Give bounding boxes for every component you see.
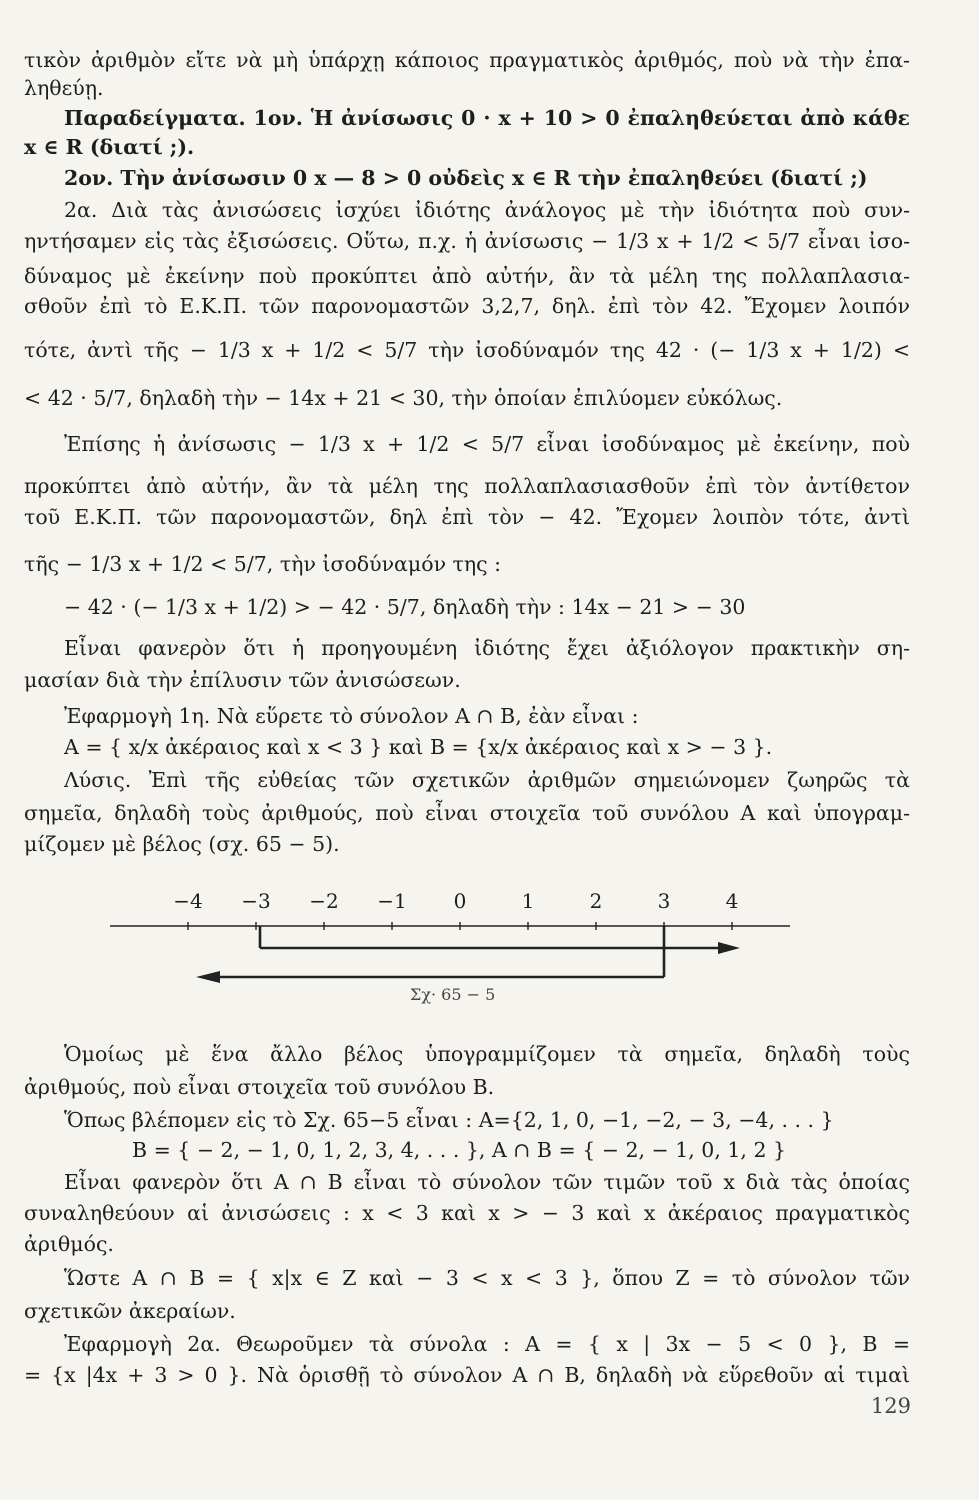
tick-label: 4 bbox=[725, 889, 739, 913]
set-a-arrowhead bbox=[196, 971, 220, 983]
text-line: σημεῖα, δηλαδὴ τοὺς ἀριθμούς, ποὺ εἶναι στοιχεῖα τοῦ συνόλου A καὶ ὑπογραμ- bbox=[24, 801, 910, 825]
text-line: Ἐπίσης ἡ ἀνίσωσις − 1/3 x + 1/2 < 5/7 εἶναι ἰσοδύναμος μὲ ἐκείνην, ποὺ bbox=[64, 432, 910, 456]
tick-label: 1 bbox=[521, 889, 535, 913]
text-line: < 42 · 5/7, δηλαδὴ τὴν − 14x + 21 < 30, τὴν ὁποίαν ἐπιλύομεν εὐκόλως. bbox=[24, 386, 783, 410]
page-number: 129 bbox=[870, 1394, 911, 1418]
text-line: συναληθεύουν αἱ ἀνισώσεις : x < 3 καὶ x > − 3 καὶ x ἀκέραιος πραγματικὸς bbox=[24, 1201, 910, 1225]
text-line: = {x |4x + 3 > 0 }. Νὰ ὁρισθῇ τὸ σύνολον A ∩ B, δηλαδὴ νὰ εὕρεθοῦν αἱ τιμαὶ bbox=[24, 1363, 910, 1387]
text-line: Ὥστε A ∩ B = { x|x ∈ Z καὶ − 3 < x < 3 }, ὅπου Z = τὸ σύνολον τῶν bbox=[64, 1266, 910, 1290]
text-line: Εἶναι φανερὸν ὅτι A ∩ B εἶναι τὸ σύνολον τῶν τιμῶν τοῦ x διὰ τὰς ὁποίας bbox=[64, 1170, 910, 1194]
equation-line: B = { − 2, − 1, 0, 1, 2, 3, 4, . . . }, A ∩ B = { − 2, − 1, 0, 1, 2 } bbox=[132, 1138, 787, 1162]
tick-label: 0 bbox=[453, 889, 467, 913]
text-line: μασίαν διὰ τὴν ἐπίλυσιν τῶν ἀνισώσεων. bbox=[24, 668, 461, 692]
application-heading: Ἐφαρμογὴ 2α. Θεωροῦμεν τὰ σύνολα : A = { x | 3x − 5 < 0 }, B = bbox=[64, 1332, 910, 1356]
text-line: ἀριθμός. bbox=[24, 1232, 114, 1256]
text-line: σθοῦν ἐπὶ τὸ Ε.Κ.Π. τῶν παρονομαστῶν 3,2,7, δηλ. ἐπὶ τὸν 42. Ἔχομεν λοιπόν bbox=[24, 294, 910, 318]
tick-label: 2 bbox=[589, 889, 603, 913]
text-line: τῆς − 1/3 x + 1/2 < 5/7, τὴν ἰσοδύναμόν της : bbox=[24, 552, 502, 576]
equation-line: A = { x/x ἀκέραιος καὶ x < 3 } καὶ B = {x/x ἀκέραιος καὶ x > − 3 }. bbox=[64, 735, 773, 759]
example-heading: Παραδείγματα. 1ον. Ἡ ἀνίσωσις 0 · x + 10 > 0 ἐπαληθεύεται ἀπὸ κάθε bbox=[64, 106, 910, 130]
text-line: δύναμος μὲ ἐκείνην ποὺ προκύπτει ἀπὸ αὐτήν, ἂν τὰ μέλη της πολλαπλασια- bbox=[24, 264, 910, 288]
tick-label: −4 bbox=[173, 889, 203, 913]
application-heading: Ἐφαρμογὴ 1η. Νὰ εὕρετε τὸ σύνολον A ∩ B, ἐὰν εἶναι : bbox=[64, 704, 639, 728]
text-line: τικὸν ἀριθμὸν εἴτε νὰ μὴ ὑπάρχῃ κάποιος πραγματικὸς ἀριθμός, ποὺ νὰ τὴν ἐπα- bbox=[24, 48, 910, 72]
text-line: προκύπτει ἀπὸ αὐτήν, ἂν τὰ μέλη της πολλαπλασιασθοῦν ἐπὶ τὸν ἀντίθετον bbox=[24, 474, 910, 498]
text-line: ληθεύῃ. bbox=[24, 76, 104, 100]
text-line: ηντήσαμεν εἰς τὰς ἐξισώσεις. Οὕτω, π.χ. ἡ ἀνίσωσις − 1/3 x + 1/2 < 5/7 εἶναι ἰσο- bbox=[24, 229, 910, 253]
text-line: Λύσις. Ἐπὶ τῆς εὐθείας τῶν σχετικῶν ἀριθμῶν σημειώνομεν ζωηρῶς τὰ bbox=[64, 768, 910, 792]
tick-label: −1 bbox=[377, 889, 407, 913]
text-line: τότε, ἀντὶ τῆς − 1/3 x + 1/2 < 5/7 τὴν ἰσοδύναμόν της 42 · (− 1/3 x + 1/2) < bbox=[24, 338, 910, 362]
text-line: 2α. Διὰ τὰς ἀνισώσεις ἰσχύει ἰδιότης ἀνάλογος μὲ τὴν ἰδιότητα ποὺ συν- bbox=[64, 198, 910, 222]
figure-caption: Σχ· 65 − 5 bbox=[410, 985, 496, 1004]
equation-line: − 42 · (− 1/3 x + 1/2) > − 42 · 5/7, δηλαδὴ τὴν : 14x − 21 > − 30 bbox=[64, 595, 746, 619]
text-line: τοῦ Ε.Κ.Π. τῶν παρονομαστῶν, δηλ ἐπὶ τὸν − 42. Ἔχομεν λοιπὸν τότε, ἀντὶ bbox=[24, 505, 910, 529]
equation-line: Ὅπως βλέπομεν εἰς τὸ Σχ. 65−5 εἶναι : A={2, 1, 0, −1, −2, − 3, −4, . . . } bbox=[64, 1108, 834, 1132]
text-line: σχετικῶν ἀκεραίων. bbox=[24, 1299, 236, 1323]
text-line: Ὁμοίως μὲ ἕνα ἄλλο βέλος ὑπογραμμίζομεν τὰ σημεῖα, δηλαδὴ τοὺς bbox=[64, 1042, 910, 1066]
set-b-arrowhead bbox=[718, 942, 740, 954]
tick-label: −2 bbox=[309, 889, 339, 913]
tick-label: 3 bbox=[657, 889, 671, 913]
tick-label: −3 bbox=[241, 889, 271, 913]
text-line: x ∈ R (διατί ;). bbox=[24, 135, 195, 159]
text-line: ἀριθμούς, ποὺ εἶναι στοιχεῖα τοῦ συνόλου B. bbox=[24, 1075, 495, 1099]
text-line: μίζομεν μὲ βέλος (σχ. 65 − 5). bbox=[24, 832, 340, 856]
number-line-svg bbox=[100, 882, 800, 992]
example-heading: 2ον. Τὴν ἀνίσωσιν 0 x — 8 > 0 οὐδεὶς x ∈ R τὴν ἐπαληθεύει (διατί ;) bbox=[64, 166, 868, 190]
text-line: Εἶναι φανερὸν ὅτι ἡ προηγουμένη ἰδιότης ἔχει ἀξιόλογον πρακτικὴν ση- bbox=[64, 636, 910, 660]
